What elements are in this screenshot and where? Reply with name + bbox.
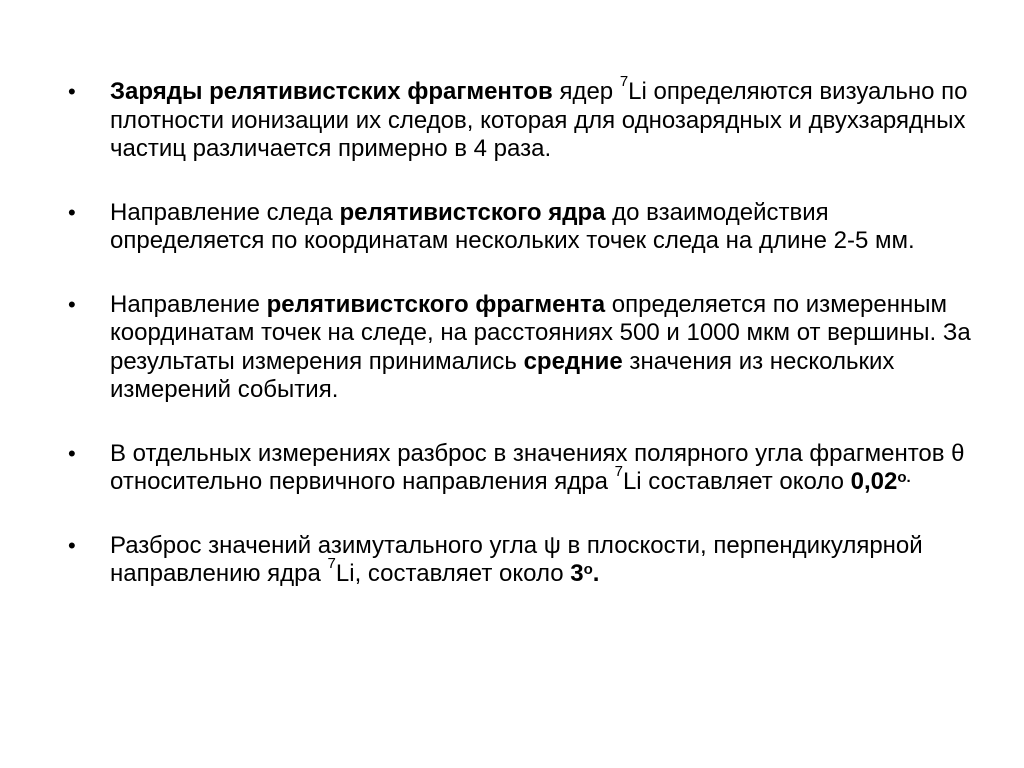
bullet-dot-icon: • (68, 532, 76, 558)
text-span: Li определяются визуально по плотности ионизации их следов, которая для однозарядных и двухзарядных частиц различается примерно в 4 раза. (110, 78, 968, 162)
bold-text: . (592, 560, 600, 587)
text-span: Разброс значений азимутального угла ψ в плоскости, перпендикулярной направлению ядра (110, 531, 923, 587)
bullet-item (68, 440, 978, 497)
bullet-text (110, 199, 915, 255)
isotope-superscript: 7 (619, 73, 629, 90)
bold-text: релятивистского фрагмента (266, 290, 606, 318)
text-span: определяется по измеренным координатам точек на следе, на расстояниях 500 и 1000 мкм от вершины. За результаты измерения принимались (110, 290, 971, 375)
bullet-text (110, 291, 971, 404)
text-span: Направление следа (110, 198, 340, 226)
bullet-dot-icon: • (68, 291, 76, 317)
bold-text: 0,02 (850, 468, 898, 495)
text-span: значения из нескольких измерений события. (110, 347, 895, 403)
bullet-item (68, 291, 978, 405)
bold-text: 3 (570, 560, 584, 587)
bold-text: релятивистского ядра (339, 198, 606, 226)
degree-symbol: о (583, 561, 593, 578)
text-span: Li, составляет около (335, 560, 571, 587)
bullet-dot-icon: • (68, 199, 76, 225)
bullet-item (68, 73, 978, 164)
bullet-item (68, 532, 978, 589)
text-span: ядер (552, 78, 620, 105)
text-span: до взаимодействия определяется по координатам нескольких точек следа на длине 2-5 мм. (110, 198, 915, 254)
bullet-text (110, 440, 965, 496)
text-span: Li составляет около (622, 468, 851, 495)
bullet-dot-icon: • (68, 440, 76, 466)
isotope-superscript: 7 (614, 463, 623, 480)
isotope-superscript: 7 (327, 555, 336, 572)
bold-text: Заряды релятивистских фрагментов (110, 78, 553, 105)
bullet-text (110, 532, 923, 588)
bullet-text (110, 73, 968, 162)
bullet-list (68, 73, 978, 589)
text-span: Направление (110, 290, 267, 318)
bullet-dot-icon: • (68, 79, 76, 104)
degree-symbol: о. (897, 469, 911, 486)
bullet-item (68, 199, 978, 256)
text-span: В отдельных измерениях разброс в значениях полярного угла фрагментов θ относительно первичного направления ядра (110, 439, 965, 495)
bold-text: средние (523, 347, 623, 375)
